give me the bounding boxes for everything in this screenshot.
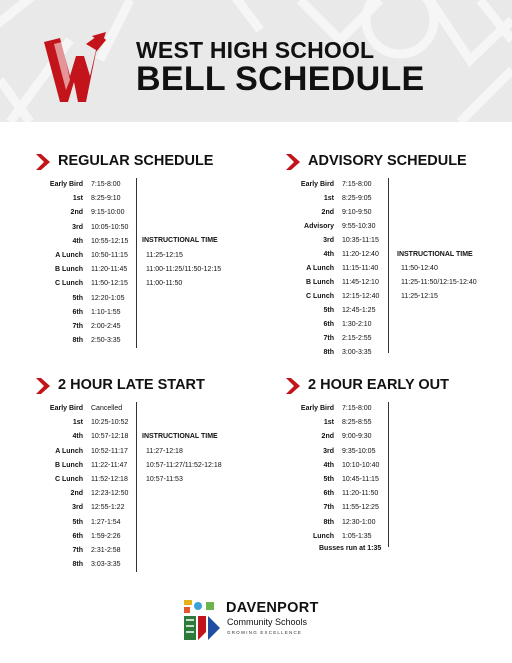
period-label: 4th: [323, 461, 334, 469]
period-label: 7th: [72, 547, 83, 554]
schedule-row: [286, 445, 501, 459]
schedule-row: [286, 206, 501, 220]
instructional-time-value: 11:00-11:25/11:50-12:15: [146, 266, 222, 274]
period-time: 12:20-1:05: [91, 294, 125, 302]
schedule-row: [286, 430, 501, 444]
period-time: 10:52-11:17: [91, 447, 128, 455]
period-time: 11:45-12:10: [342, 279, 379, 286]
period-time: 10:55-12:15: [91, 237, 129, 245]
period-label: A Lunch: [306, 265, 334, 272]
schedule-row: [286, 318, 501, 332]
period-time: 10:05-10:50: [91, 223, 129, 231]
schedule-row: [36, 530, 246, 544]
schedule-row: [36, 292, 246, 306]
period-label: 7th: [323, 335, 334, 342]
period-label: 7th: [72, 323, 83, 330]
period-time: 2:50-3:35: [91, 337, 121, 345]
period-time: 8:25-9:05: [342, 195, 372, 202]
period-time: 12:55-1:22: [91, 504, 125, 512]
schedule-row: [36, 320, 246, 334]
period-time: 12:30-1:00: [342, 518, 376, 526]
schedule-row: [286, 276, 501, 290]
schedule-row: [286, 304, 501, 318]
instructional-time-value: 10:57-11:53: [146, 476, 183, 483]
schedule-row: [36, 459, 246, 473]
schedule-row: [36, 402, 246, 416]
chevron-right-icon: [36, 154, 50, 170]
period-time: 10:45-11:15: [342, 476, 379, 483]
period-time: 1:27-1:54: [91, 518, 121, 526]
period-label: 6th: [72, 532, 83, 540]
period-time: 10:25-10:52: [91, 419, 129, 427]
schedule-row: [286, 402, 501, 416]
schedule-row: [286, 248, 501, 262]
chevron-right-icon: [286, 154, 300, 170]
district-subtitle: Community Schools: [227, 617, 308, 627]
schedule-row: [36, 487, 246, 501]
schedule-row: [286, 234, 501, 248]
schedule-row: [286, 262, 501, 276]
period-time: 11:50-12:15: [91, 280, 128, 288]
period-time: 1:10-1:55: [91, 308, 121, 316]
west-high-logo: [40, 30, 108, 108]
period-time: 8:25-9:10: [91, 195, 121, 203]
chevron-right-icon: [286, 378, 300, 394]
period-time: 8:25-8:55: [342, 419, 372, 427]
period-time: 12:23-12:50: [91, 490, 129, 498]
period-time: 10:10-10:40: [342, 461, 380, 469]
schedule-row: [286, 459, 501, 473]
period-time: 11:20-11:45: [91, 266, 128, 274]
period-time: 7:15-8:00: [342, 405, 372, 412]
schedule-row: [286, 516, 501, 530]
instructional-time-value: 11:25-12:15: [401, 293, 438, 300]
schedule-row: [286, 473, 501, 487]
schedule-row: [36, 249, 246, 263]
period-time: 3:03-3:35: [91, 561, 121, 569]
period-time: 10:35-11:15: [342, 237, 379, 244]
schedule-row: [36, 221, 246, 235]
schedule-row: [36, 192, 246, 206]
district-tagline: GROWING EXCELLENCE: [227, 630, 303, 635]
davenport-logo: [182, 598, 222, 642]
period-time: 11:15-11:40: [342, 265, 379, 272]
instructional-time-value: 10:57-11:27/11:52-12:18: [146, 461, 222, 469]
period-label: 1st: [72, 195, 83, 203]
period-time: 3:00-3:35: [342, 349, 372, 356]
instructional-time-value: 11:27-12:18: [146, 447, 183, 455]
period-time: 11:20-12:40: [342, 251, 379, 258]
schedule-row: [286, 192, 501, 206]
schedule-row: [286, 530, 501, 544]
schedule-row: [286, 178, 501, 192]
period-label: 2nd: [321, 209, 334, 216]
period-time: 11:22-11:47: [91, 461, 128, 469]
period-time: 7:15-8:00: [342, 181, 372, 188]
period-label: Early Bird: [49, 181, 83, 188]
period-time: 10:57-12:18: [91, 433, 129, 441]
period-label: Lunch: [313, 532, 334, 540]
early-out-section: [286, 376, 501, 566]
section-title: 2 HOUR LATE START: [58, 377, 205, 393]
period-label: 8th: [323, 518, 334, 526]
schedule-row: [286, 346, 501, 360]
period-label: 7th: [323, 504, 334, 512]
section-title: REGULAR SCHEDULE: [58, 153, 214, 169]
period-label: 2nd: [321, 433, 334, 441]
period-label: 8th: [72, 337, 83, 345]
schedule-row: [36, 178, 246, 192]
schedule-row: [286, 220, 501, 234]
instructional-time-label: INSTRUCTIONAL TIME: [142, 433, 218, 440]
period-time: 11:55-12:25: [342, 504, 379, 512]
period-label: 3rd: [72, 223, 83, 231]
instructional-time-value: 11:25-12:15: [146, 252, 183, 259]
instructional-time-label: INSTRUCTIONAL TIME: [397, 251, 473, 258]
school-name: WEST HIGH SCHOOL: [136, 37, 375, 63]
period-label: Early Bird: [300, 181, 334, 188]
period-time: 1:30-2:10: [342, 321, 372, 328]
period-time: 12:15-12:40: [342, 293, 380, 300]
period-label: 3rd: [72, 504, 83, 512]
period-time: 9:00-9:30: [342, 433, 372, 441]
period-label: B Lunch: [55, 266, 83, 274]
period-label: 2nd: [70, 209, 83, 217]
regular-schedule-section: [36, 152, 246, 352]
period-label: A Lunch: [55, 252, 83, 259]
period-label: 6th: [72, 308, 83, 316]
instructional-time-value: 11:00-11:50: [146, 280, 183, 288]
schedule-row: [36, 334, 246, 348]
schedule-row: [36, 516, 246, 530]
schedule-row: [286, 501, 501, 515]
period-label: 6th: [323, 490, 334, 498]
section-title: ADVISORY SCHEDULE: [308, 153, 467, 169]
period-time: 1:05-1:35: [342, 532, 372, 540]
period-time: 1:59-2:26: [91, 532, 121, 540]
schedule-row: [286, 487, 501, 501]
period-label: Early Bird: [49, 405, 83, 412]
period-time: 9:35-10:05: [342, 447, 376, 455]
schedule-row: [36, 430, 246, 444]
schedule-row: [286, 332, 501, 346]
period-time: 9:55-10:30: [342, 223, 376, 230]
section-title: 2 HOUR EARLY OUT: [308, 377, 449, 393]
instructional-time-value: 11:25-11:50/12:15-12:40: [401, 279, 477, 286]
schedule-row: [36, 277, 246, 291]
period-label: A Lunch: [55, 447, 83, 455]
period-time: 2:00-2:45: [91, 323, 121, 330]
document-title: BELL SCHEDULE: [136, 60, 425, 98]
chevron-right-icon: [36, 378, 50, 394]
district-name: DAVENPORT: [226, 600, 319, 616]
bus-note: Busses run at 1:35: [319, 545, 382, 552]
period-label: 4th: [323, 251, 334, 258]
schedule-row: [36, 544, 246, 558]
schedule-row: [36, 445, 246, 459]
schedule-row: [286, 290, 501, 304]
page-header: [0, 0, 512, 122]
period-label: 4th: [72, 433, 83, 441]
late-start-section: [36, 376, 246, 576]
period-label: 2nd: [70, 490, 83, 498]
period-label: 3rd: [323, 237, 334, 244]
schedule-row: [286, 416, 501, 430]
schedule-row: [36, 558, 246, 572]
period-label: 1st: [323, 195, 334, 202]
schedule-row: [36, 416, 246, 430]
period-label: 8th: [72, 561, 83, 569]
period-label: B Lunch: [306, 279, 334, 286]
period-label: 1st: [72, 419, 83, 427]
period-label: 6th: [323, 321, 334, 328]
period-label: C Lunch: [55, 476, 83, 483]
instructional-time-value: 11:50-12:40: [401, 265, 438, 272]
schedule-row: [36, 501, 246, 515]
period-time: 12:45-1:25: [342, 307, 376, 314]
period-label: 5th: [72, 294, 83, 302]
period-label: 5th: [323, 307, 334, 314]
period-label: 3rd: [323, 447, 334, 455]
period-time: 10:50-11:15: [91, 252, 128, 259]
period-label: Advisory: [304, 223, 334, 230]
schedule-row: [36, 235, 246, 249]
schedule-row: [36, 206, 246, 220]
period-time: 2:31-2:58: [91, 547, 121, 554]
schedule-row: [36, 306, 246, 320]
period-label: C Lunch: [55, 280, 83, 288]
advisory-schedule-section: [286, 152, 501, 362]
period-label: 4th: [72, 237, 83, 245]
period-label: C Lunch: [306, 293, 334, 300]
period-label: 8th: [323, 349, 334, 356]
period-time: 11:52-12:18: [91, 476, 128, 483]
period-time: Cancelled: [91, 405, 123, 412]
period-label: 1st: [323, 419, 334, 427]
period-label: 5th: [323, 476, 334, 483]
period-label: B Lunch: [55, 461, 83, 469]
schedule-row: [36, 473, 246, 487]
instructional-time-label: INSTRUCTIONAL TIME: [142, 237, 218, 244]
period-label: Early Bird: [300, 405, 334, 412]
period-time: 11:20-11:50: [342, 490, 379, 498]
period-time: 7:15-8:00: [91, 181, 121, 188]
period-time: 9:10-9:50: [342, 209, 372, 216]
period-label: 5th: [72, 518, 83, 526]
schedule-row: [36, 263, 246, 277]
period-time: 2:15-2:55: [342, 335, 372, 342]
period-time: 9:15-10:00: [91, 209, 125, 217]
